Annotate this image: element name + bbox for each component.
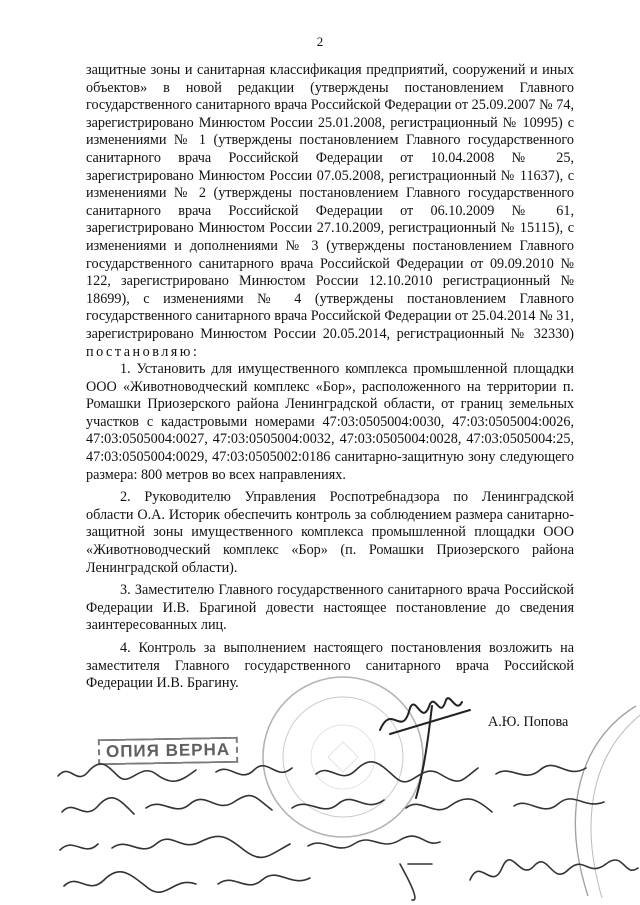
decree-item-4: 4. Контроль за выполнением настоящего постановления возложить на заместителя Главного государственного санитарного врача Российской Федерации И.В. Брагину. <box>86 640 574 692</box>
decree-item-1: 1. Установить для имущественного комплекса промышленной площадки ООО «Животноводческий комплекс «Бор», расположенного на территории п. Ромашки Приозерского района Ленинградской области, от границ земельных участков с кадастровыми номерами 47:03:0505004:0030, 47:03:0505004:0026, 47:03:0505004:0027, 47:03:0505004:0032, 47:03:0505004:0028, 47:03:0505004:25, 47:03:0505004:0029, 47:03:0505002:0186 санитарно-защитную зону следующего размера: 800 метров во всех направлениях. <box>86 361 574 483</box>
intro-paragraph <box>86 62 574 361</box>
page-number: 2 <box>316 34 324 49</box>
intro-text: защитные зоны и санитарная классификация предприятий, сооружений и иных объектов» в новой редакции (утверждены постановлением Главного государственного санитарного врача Российской Федерации от 25.09.2007 № 74, зарегистрировано Минюстом России 25.01.2008, регистрационный № 10995) с изменениями № 1 (утверждены постановлением Главного государственного санитарного врача Российской Федерации от 10.04.2008 № 25, зарегистрировано Минюстом России 07.05.2008, регистрационный № 11637), с изменениями № 2 (утверждены постановлением Главного государственного санитарного врача Российской Федерации от 06.10.2009 № 61, зарегистрировано Минюстом России 27.10.2009, регистрационный № 15115), с изменениями и дополнениями № 3 (утверждены постановлением Главного государственного санитарного врача Российской Федерации от 09.09.2010 № 122, зарегистрировано Минюстом России 12.10.2010 регистрационный № 18699), с изменениями № 4 (утверждены постановлением Главного государственного санитарного врача Российской Федерации от 25.04.2014 № 31, зарегистрировано Минюстом России 20.05.2014, регистрационный № 32330) <box>86 62 574 342</box>
decree-word: постановляю: <box>86 343 200 360</box>
signer-name: А.Ю. Попова <box>488 714 569 730</box>
copy-stamp: ОПИЯ ВЕРНА <box>98 737 239 765</box>
handwritten-note-icon <box>40 752 640 902</box>
document-body <box>86 62 574 693</box>
decree-item-3: 3. Заместителю Главного государственного санитарного врача Российской Федерации И.В. Брагиной довести настоящее постановление до сведения заинтересованных лиц. <box>86 582 574 634</box>
decree-item-2: 2. Руководителю Управления Роспотребнадзора по Ленинградской области О.А. Историк обеспечить контроль за соблюдением размера санитарно-защитной зоны имущественного комплекса промышленной площадки ООО «Животноводческий комплекс «Бор» (п. Ромашки Приозерского района Ленинградской области). <box>86 489 574 576</box>
